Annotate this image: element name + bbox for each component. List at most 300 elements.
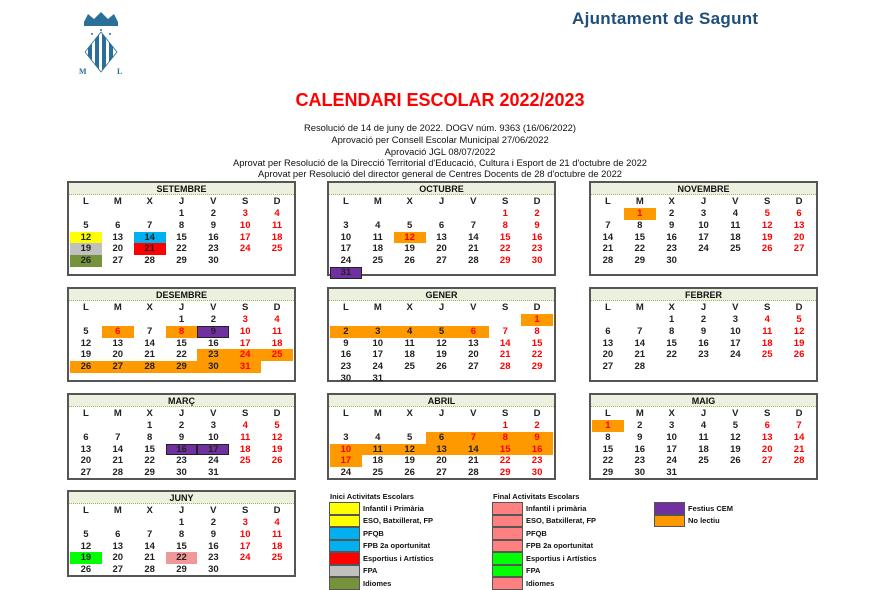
weekday-label: M <box>635 302 644 313</box>
day-cell: 30 <box>197 361 229 373</box>
month-header: JUNY <box>69 492 294 504</box>
weekday-label: S <box>502 408 509 419</box>
day-cell: 2 <box>534 420 540 431</box>
legend-item-final <box>492 515 596 528</box>
day-cell: 21 <box>112 455 124 467</box>
day-cell: 18 <box>730 231 741 243</box>
weekday-label: J <box>438 408 445 419</box>
day-cell: 2 <box>210 517 216 528</box>
day-cell: 16 <box>208 231 219 243</box>
weekday-label: S <box>242 408 249 419</box>
day-cell: 21 <box>634 349 646 361</box>
day-cell: 20 <box>468 349 479 361</box>
day-cell: 3 <box>362 326 394 338</box>
day-cell: 16 <box>208 337 219 349</box>
legend-swatch <box>492 540 523 553</box>
day-cell: 19 <box>730 443 741 455</box>
day-cell: 8 <box>166 326 198 338</box>
day-cell: 21 <box>134 243 166 255</box>
day-cell: 11 <box>730 219 741 231</box>
empty-cell <box>102 420 134 432</box>
legend-swatch <box>654 515 685 528</box>
legend-swatch <box>492 552 523 565</box>
legend-item-inici <box>329 527 384 540</box>
day-cell: 25 <box>404 361 415 373</box>
day-cell: 25 <box>372 255 384 267</box>
day-cell: 27 <box>602 361 614 373</box>
weekday-label: M <box>635 408 644 419</box>
day-cell: 4 <box>274 208 280 219</box>
legend-item-final <box>492 540 593 553</box>
day-cell: 12 <box>436 337 447 349</box>
day-cell: 11 <box>272 325 283 337</box>
weekday-label: X <box>146 408 153 419</box>
weekday-label: X <box>406 196 413 207</box>
day-cell: 5 <box>732 420 738 431</box>
day-cell: 3 <box>732 314 738 325</box>
day-cell: 17 <box>197 444 229 456</box>
day-cell: 9 <box>637 431 643 443</box>
empty-cell <box>330 208 362 220</box>
day-cell: 22 <box>166 552 198 564</box>
day-cell: 5 <box>796 314 802 325</box>
day-cell: 15 <box>144 443 155 455</box>
day-cell: 18 <box>372 455 384 467</box>
day-cell: 23 <box>176 455 187 467</box>
day-cell: 12 <box>70 232 102 244</box>
day-cell: 7 <box>115 431 121 443</box>
day-cell: 23 <box>340 361 352 373</box>
day-cell: 10 <box>340 231 352 243</box>
approval-line: Aprovat per Resolució del director general de Centres Docents de 28 d'octubre de 2022 <box>258 168 622 179</box>
day-cell: 24 <box>340 467 352 479</box>
legend-item-final <box>492 527 547 540</box>
empty-cell <box>592 208 624 220</box>
month-novembre <box>589 181 818 276</box>
day-cell: 15 <box>489 444 521 456</box>
weekday-label: M <box>113 196 122 207</box>
day-cell: 15 <box>602 443 614 455</box>
day-cell: 2 <box>210 314 216 325</box>
day-cell: 30 <box>666 255 677 267</box>
weekday-label: V <box>732 408 739 419</box>
day-cell: 21 <box>144 552 155 564</box>
day-cell: 17 <box>239 337 251 349</box>
day-cell: 24 <box>239 552 251 564</box>
weekday-label: X <box>146 196 153 207</box>
day-cell: 1 <box>502 420 508 431</box>
weekday-label: L <box>605 408 611 419</box>
day-cell: 29 <box>176 564 187 576</box>
day-cell: 15 <box>634 231 646 243</box>
day-cell: 27 <box>793 243 805 255</box>
day-cell: 28 <box>634 361 646 373</box>
day-cell: 28 <box>112 467 124 479</box>
weekday-label: M <box>635 196 644 207</box>
weekday-label: X <box>146 302 153 313</box>
day-cell: 21 <box>499 349 511 361</box>
month-header: MAIG <box>591 395 816 407</box>
day-cell: 3 <box>343 431 349 443</box>
weekday-label: S <box>764 408 771 419</box>
empty-cell <box>592 314 624 326</box>
empty-cell <box>102 314 134 326</box>
legend-swatch <box>492 577 523 590</box>
day-cell: 7 <box>146 219 153 231</box>
day-cell: 28 <box>134 361 166 373</box>
legend-item-other <box>654 502 733 515</box>
empty-cell <box>362 420 394 432</box>
day-cell: 11 <box>372 231 383 243</box>
day-cell: 23 <box>208 552 219 564</box>
day-cell: 8 <box>534 325 540 337</box>
weekday-label: S <box>242 196 249 207</box>
day-cell: 14 <box>457 444 489 456</box>
legend-swatch <box>329 515 360 528</box>
day-cell: 18 <box>761 337 773 349</box>
day-cell: 6 <box>115 219 121 231</box>
legend-swatch <box>492 565 523 578</box>
day-cell: 10 <box>666 431 677 443</box>
weekday-label: X <box>146 505 153 516</box>
empty-cell <box>102 517 134 529</box>
day-cell: 1 <box>521 314 553 326</box>
empty-cell <box>70 314 102 326</box>
approval-line: Aprovació JGL 08/07/2022 <box>384 146 496 157</box>
day-cell: 8 <box>605 431 611 443</box>
month-juny <box>67 490 296 577</box>
day-cell: 28 <box>602 255 614 267</box>
weekday-label: D <box>533 302 541 313</box>
weekday-label: L <box>343 302 349 313</box>
day-cell: 29 <box>634 255 646 267</box>
weekday-label: D <box>795 196 803 207</box>
day-cell: 18 <box>271 337 283 349</box>
day-cell: 9 <box>197 326 229 338</box>
day-cell: 2 <box>700 314 707 325</box>
legend-label: Idiomes <box>363 578 392 588</box>
empty-cell <box>394 208 426 220</box>
month-gener <box>327 287 556 382</box>
legend-swatch <box>329 540 360 553</box>
day-cell: 2 <box>178 420 185 431</box>
day-cell: 26 <box>730 455 741 467</box>
day-cell: 4 <box>764 314 770 325</box>
weekday-label: J <box>178 408 185 419</box>
legend-item-inici <box>329 577 391 590</box>
empty-cell <box>426 314 458 326</box>
day-cell: 7 <box>146 528 153 540</box>
day-cell: 19 <box>404 455 415 467</box>
day-cell: 22 <box>176 349 187 361</box>
day-cell: 30 <box>340 372 352 384</box>
day-cell: 21 <box>144 349 155 361</box>
weekday-label: J <box>178 196 185 207</box>
day-cell: 12 <box>394 232 426 244</box>
day-cell: 16 <box>666 231 677 243</box>
day-cell: 11 <box>272 219 283 231</box>
day-cell: 22 <box>144 455 155 467</box>
day-cell: 9 <box>521 432 553 444</box>
day-cell: 6 <box>83 431 89 443</box>
day-cell: 15 <box>176 231 187 243</box>
day-cell: 10 <box>730 325 741 337</box>
legend-item-inici <box>329 540 430 553</box>
weekday-label: V <box>210 196 217 207</box>
day-cell: 10 <box>372 337 384 349</box>
day-cell: 1 <box>178 517 185 528</box>
month-abril <box>327 393 556 480</box>
day-cell: 31 <box>229 361 261 373</box>
day-cell: 11 <box>240 431 251 443</box>
day-cell: 20 <box>80 455 92 467</box>
empty-cell <box>426 208 458 220</box>
day-cell: 25 <box>730 243 741 255</box>
day-cell: 13 <box>793 219 805 231</box>
month-febrer <box>589 287 818 382</box>
day-cell: 27 <box>436 467 447 479</box>
day-cell: 19 <box>793 337 805 349</box>
day-cell: 3 <box>242 517 248 528</box>
day-cell: 8 <box>178 528 185 540</box>
empty-cell <box>134 314 166 326</box>
day-cell: 25 <box>698 455 709 467</box>
day-cell: 13 <box>80 443 92 455</box>
empty-cell <box>102 208 134 220</box>
day-cell: 2 <box>637 420 643 431</box>
day-cell: 25 <box>761 349 773 361</box>
day-cell: 18 <box>271 540 283 552</box>
day-cell: 24 <box>340 255 352 267</box>
weekday-label: M <box>113 505 122 516</box>
day-cell: 31 <box>372 372 384 384</box>
legend-label: FPB 2a oportunitat <box>526 541 594 551</box>
day-cell: 31 <box>666 467 677 479</box>
day-cell: 3 <box>242 314 248 325</box>
weekday-label: D <box>795 408 803 419</box>
month-header: FEBRER <box>591 289 816 301</box>
weekday-label: L <box>83 196 89 207</box>
empty-cell <box>394 314 426 326</box>
weekday-label: D <box>795 302 803 313</box>
day-cell: 9 <box>210 219 216 231</box>
day-cell: 10 <box>208 431 219 443</box>
day-cell: 26 <box>80 564 92 576</box>
day-cell: 13 <box>436 231 447 243</box>
day-cell: 8 <box>489 432 521 444</box>
day-cell: 30 <box>531 467 543 479</box>
day-cell: 15 <box>531 337 543 349</box>
day-cell: 29 <box>499 255 511 267</box>
day-cell: 17 <box>239 231 251 243</box>
day-cell: 3 <box>210 420 216 431</box>
legend-item-other <box>654 515 720 528</box>
legend-label: PFQB <box>526 528 547 538</box>
day-cell: 28 <box>499 361 511 373</box>
day-cell: 28 <box>144 564 155 576</box>
weekday-label: M <box>373 196 382 207</box>
month-desembre <box>67 287 296 382</box>
day-cell: 20 <box>602 349 614 361</box>
day-cell: 14 <box>634 337 646 349</box>
day-cell: 25 <box>372 467 384 479</box>
day-cell: 28 <box>144 255 155 267</box>
day-cell: 31 <box>330 267 362 279</box>
day-cell: 6 <box>115 528 121 540</box>
weekday-label: L <box>605 302 611 313</box>
day-cell: 9 <box>668 219 675 231</box>
day-cell: 17 <box>730 337 741 349</box>
empty-cell <box>394 420 426 432</box>
day-cell: 2 <box>534 208 540 219</box>
month-header: GENER <box>329 289 554 301</box>
day-cell: 5 <box>83 528 89 540</box>
day-cell: 22 <box>602 455 614 467</box>
day-cell: 17 <box>666 443 677 455</box>
day-cell: 27 <box>112 564 124 576</box>
empty-cell <box>134 517 166 529</box>
day-cell: 5 <box>406 219 413 231</box>
legend-swatch <box>492 515 523 528</box>
day-cell: 18 <box>271 231 283 243</box>
legend-item-inici <box>329 552 434 565</box>
legend-swatch <box>654 502 685 515</box>
day-cell: 2 <box>668 208 675 219</box>
day-cell: 6 <box>764 420 770 431</box>
empty-cell <box>134 208 166 220</box>
weekday-label: S <box>242 302 249 313</box>
day-cell: 10 <box>239 325 251 337</box>
day-cell: 30 <box>176 467 187 479</box>
day-cell: 18 <box>239 443 251 455</box>
legend-item-final <box>492 502 586 515</box>
weekday-label: X <box>406 302 413 313</box>
day-cell: 17 <box>698 231 709 243</box>
weekday-label: X <box>668 302 675 313</box>
legend-swatch <box>492 527 523 540</box>
empty-cell <box>457 314 489 326</box>
legend-label: No lectiu <box>688 516 720 526</box>
legend-item-inici <box>329 502 424 515</box>
day-cell: 19 <box>436 349 447 361</box>
day-cell: 16 <box>340 349 352 361</box>
day-cell: 29 <box>144 467 155 479</box>
day-cell: 3 <box>343 219 349 231</box>
day-cell: 19 <box>80 349 92 361</box>
day-cell: 6 <box>438 219 445 231</box>
month-maig <box>589 393 818 480</box>
day-cell: 26 <box>404 255 415 267</box>
day-cell: 21 <box>602 243 614 255</box>
legend-item-final <box>492 577 554 590</box>
day-cell: 7 <box>796 420 802 431</box>
day-cell: 20 <box>793 231 805 243</box>
empty-cell <box>330 314 362 326</box>
legend-item-inici <box>329 515 433 528</box>
legend-label: FPB 2a oportunitat <box>363 541 431 551</box>
day-cell: 10 <box>239 528 251 540</box>
legend-swatch <box>329 527 360 540</box>
legend-label: Infantil i Primària <box>363 503 424 513</box>
day-cell: 20 <box>761 443 773 455</box>
weekday-label: J <box>178 302 185 313</box>
month-header: OCTUBRE <box>329 183 554 195</box>
empty-cell <box>330 420 362 432</box>
day-cell: 18 <box>404 349 415 361</box>
day-cell: 26 <box>70 361 102 373</box>
day-cell: 13 <box>426 444 458 456</box>
day-cell: 26 <box>404 467 415 479</box>
day-cell: 4 <box>242 420 248 431</box>
day-cell: 12 <box>271 431 283 443</box>
empty-cell <box>457 420 489 432</box>
day-cell: 10 <box>239 219 251 231</box>
month-octubre <box>327 181 556 276</box>
weekday-label: V <box>210 408 217 419</box>
weekday-label: M <box>373 302 382 313</box>
empty-cell <box>70 517 102 529</box>
day-cell: 21 <box>793 443 805 455</box>
day-cell: 5 <box>83 325 89 337</box>
legend-swatch <box>329 565 360 578</box>
weekday-label: S <box>764 302 771 313</box>
legend-inici-title: Inici Activitats Escolars <box>330 492 414 501</box>
day-cell: 20 <box>436 455 447 467</box>
day-cell: 16 <box>634 443 646 455</box>
day-cell: 24 <box>372 361 384 373</box>
day-cell: 16 <box>521 444 553 456</box>
day-cell: 13 <box>761 431 773 443</box>
day-cell: 29 <box>166 361 198 373</box>
day-cell: 7 <box>457 432 489 444</box>
day-cell: 17 <box>340 243 352 255</box>
day-cell: 12 <box>394 444 426 456</box>
day-cell: 30 <box>208 255 219 267</box>
day-cell: 2 <box>330 326 362 338</box>
day-cell: 19 <box>70 552 102 564</box>
day-cell: 9 <box>343 337 349 349</box>
day-cell: 9 <box>534 219 540 231</box>
day-cell: 13 <box>112 337 124 349</box>
day-cell: 1 <box>502 208 508 219</box>
day-cell: 4 <box>732 208 738 219</box>
day-cell: 27 <box>112 255 124 267</box>
page-title: CALENDARI ESCOLAR 2022/2023 <box>295 90 585 110</box>
day-cell: 4 <box>375 219 381 231</box>
day-cell: 9 <box>178 431 185 443</box>
day-cell: 5 <box>426 326 458 338</box>
day-cell: 22 <box>499 243 511 255</box>
weekday-label: D <box>533 196 541 207</box>
day-cell: 14 <box>468 231 479 243</box>
month-setembre <box>67 181 296 276</box>
empty-cell <box>457 208 489 220</box>
weekday-label: V <box>470 408 477 419</box>
day-cell: 14 <box>144 540 155 552</box>
weekday-label: S <box>242 505 249 516</box>
day-cell: 14 <box>112 443 124 455</box>
day-cell: 6 <box>457 326 489 338</box>
day-cell: 27 <box>436 255 447 267</box>
day-cell: 21 <box>468 243 479 255</box>
day-cell: 25 <box>271 552 283 564</box>
day-cell: 1 <box>178 208 185 219</box>
day-cell: 26 <box>436 361 447 373</box>
day-cell: 8 <box>637 219 643 231</box>
day-cell: 11 <box>404 337 415 349</box>
day-cell: 27 <box>80 467 92 479</box>
day-cell: 23 <box>634 455 646 467</box>
